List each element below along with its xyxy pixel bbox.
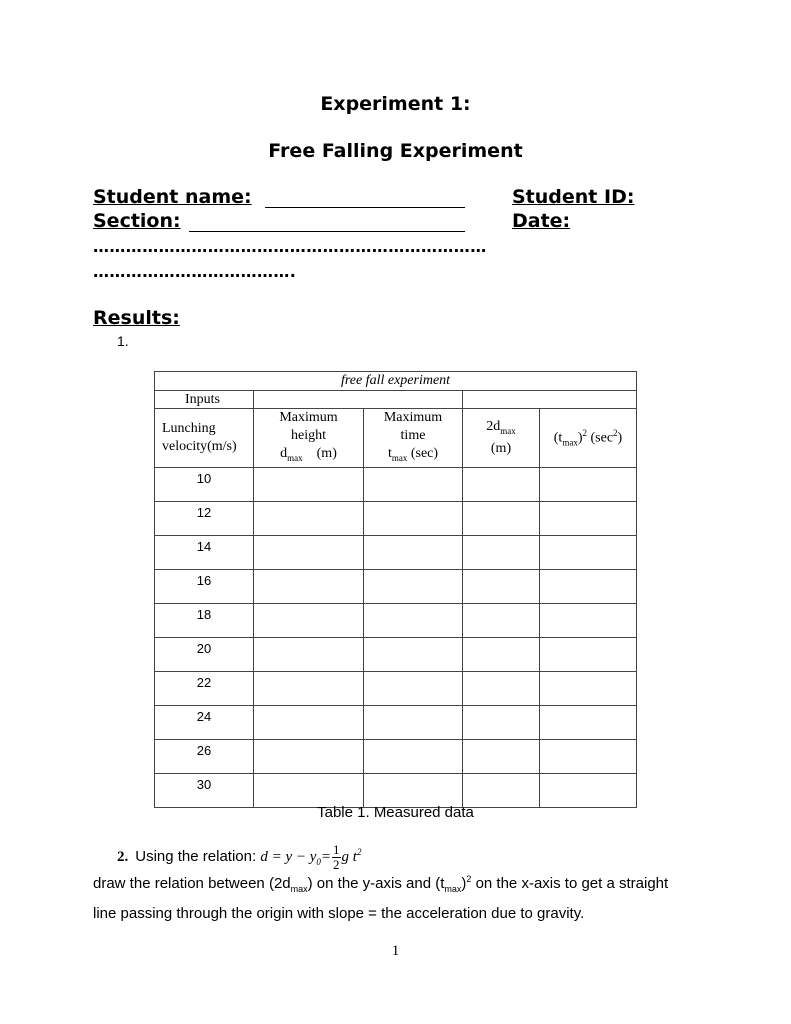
velocity-cell: 14 [155, 535, 254, 569]
velocity-cell: 20 [155, 637, 254, 671]
section-line [189, 231, 465, 232]
twod-input-cell[interactable] [463, 705, 540, 739]
experiment-subtitle: Free Falling Experiment [268, 140, 523, 162]
table-row [155, 501, 637, 535]
header-2dmax: $2d_{max}$ (m) [463, 409, 540, 468]
header-velocity: Lunching velocity(m/s) [155, 409, 254, 468]
date-label: Date: [512, 210, 571, 232]
dotted-line-1: ……………………………………………………………… [93, 237, 487, 256]
tsq-input-cell[interactable] [540, 501, 637, 535]
tsq-input-cell[interactable] [540, 569, 637, 603]
free-fall-formula: $d = y - y_0=$ $\frac{1}{2}$ g $t^2$ [260, 842, 362, 872]
table-row [155, 705, 637, 739]
table-row [155, 739, 637, 773]
table-title: Table 1. Measured data [317, 804, 474, 821]
item-2-intro: Using the relation: [135, 847, 257, 865]
twod-input-cell[interactable] [463, 671, 540, 705]
header-max-time: Maximum time $t_{max}$ (sec) [364, 409, 463, 468]
twod-input-cell[interactable] [463, 739, 540, 773]
height-input-cell[interactable] [254, 569, 364, 603]
height-input-cell[interactable] [254, 467, 364, 501]
time-input-cell[interactable] [364, 535, 463, 569]
tsq-input-cell[interactable] [540, 671, 637, 705]
tsq-input-cell[interactable] [540, 603, 637, 637]
time-input-cell[interactable] [364, 671, 463, 705]
inputs-span-cell [254, 391, 463, 409]
half-fraction: $\frac{1}{2}$ [333, 842, 340, 872]
tsq-input-cell[interactable] [540, 467, 637, 501]
inputs-label: Inputs [155, 391, 254, 409]
instruction-line-2: line passing through the origin with slope = the acceleration due to gravity. [93, 905, 585, 922]
velocity-cell: 24 [155, 705, 254, 739]
item-1-number: 1. [117, 333, 129, 349]
item-2-line [117, 843, 361, 872]
twod-input-cell[interactable] [463, 603, 540, 637]
table-row [155, 773, 637, 807]
page-number: 1 [391, 943, 400, 959]
table-row [155, 671, 637, 705]
twod-input-cell[interactable] [463, 467, 540, 501]
time-input-cell[interactable] [364, 739, 463, 773]
height-input-cell[interactable] [254, 501, 364, 535]
height-input-cell[interactable] [254, 705, 364, 739]
velocity-cell: 26 [155, 739, 254, 773]
tsq-input-cell[interactable] [540, 535, 637, 569]
section-label: Section: [93, 210, 181, 232]
tsq-input-cell[interactable] [540, 637, 637, 671]
item-2-number: 2. [117, 848, 129, 865]
student-name-line [265, 207, 465, 208]
tsq-input-cell[interactable] [540, 705, 637, 739]
velocity-cell: 10 [155, 467, 254, 501]
dotted-line-2: ………………………………. [93, 262, 297, 281]
header-max-height: Maximum height $d_{max}$ (m) [254, 409, 364, 468]
velocity-cell: 18 [155, 603, 254, 637]
height-input-cell[interactable] [254, 671, 364, 705]
height-input-cell[interactable] [254, 739, 364, 773]
twod-input-cell[interactable] [463, 637, 540, 671]
time-input-cell[interactable] [364, 501, 463, 535]
time-input-cell[interactable] [364, 773, 463, 807]
table-row [155, 467, 637, 501]
time-input-cell[interactable] [364, 705, 463, 739]
tsq-input-cell[interactable] [540, 773, 637, 807]
table-header-row [155, 409, 637, 468]
velocity-cell: 22 [155, 671, 254, 705]
table-caption: free fall experiment [155, 372, 637, 391]
time-input-cell[interactable] [364, 569, 463, 603]
twod-input-cell[interactable] [463, 569, 540, 603]
outputs-span-cell [463, 391, 637, 409]
table-row [155, 603, 637, 637]
velocity-cell: 16 [155, 569, 254, 603]
student-name-label: Student name: [93, 186, 252, 208]
height-input-cell[interactable] [254, 535, 364, 569]
twod-input-cell[interactable] [463, 501, 540, 535]
twod-input-cell[interactable] [463, 535, 540, 569]
velocity-cell: 30 [155, 773, 254, 807]
table-row [155, 637, 637, 671]
header-tmax-squared: $(t_{max})^2$ $(\sec^2)$ [540, 409, 637, 468]
experiment-title: Experiment 1: [320, 93, 471, 115]
tsq-input-cell[interactable] [540, 739, 637, 773]
velocity-cell: 12 [155, 501, 254, 535]
instruction-line-1: draw the relation between $(2d_{max})$ on the y-axis and $(t_{max})^2$ on the x-axis to get a straight [93, 874, 669, 894]
time-input-cell[interactable] [364, 467, 463, 501]
table-row [155, 535, 637, 569]
time-input-cell[interactable] [364, 603, 463, 637]
height-input-cell[interactable] [254, 637, 364, 671]
student-id-label: Student ID: [512, 186, 635, 208]
twod-input-cell[interactable] [463, 773, 540, 807]
results-heading: Results: [93, 307, 180, 329]
measurement-table [154, 371, 637, 808]
height-input-cell[interactable] [254, 773, 364, 807]
table-row [155, 569, 637, 603]
height-input-cell[interactable] [254, 603, 364, 637]
time-input-cell[interactable] [364, 637, 463, 671]
